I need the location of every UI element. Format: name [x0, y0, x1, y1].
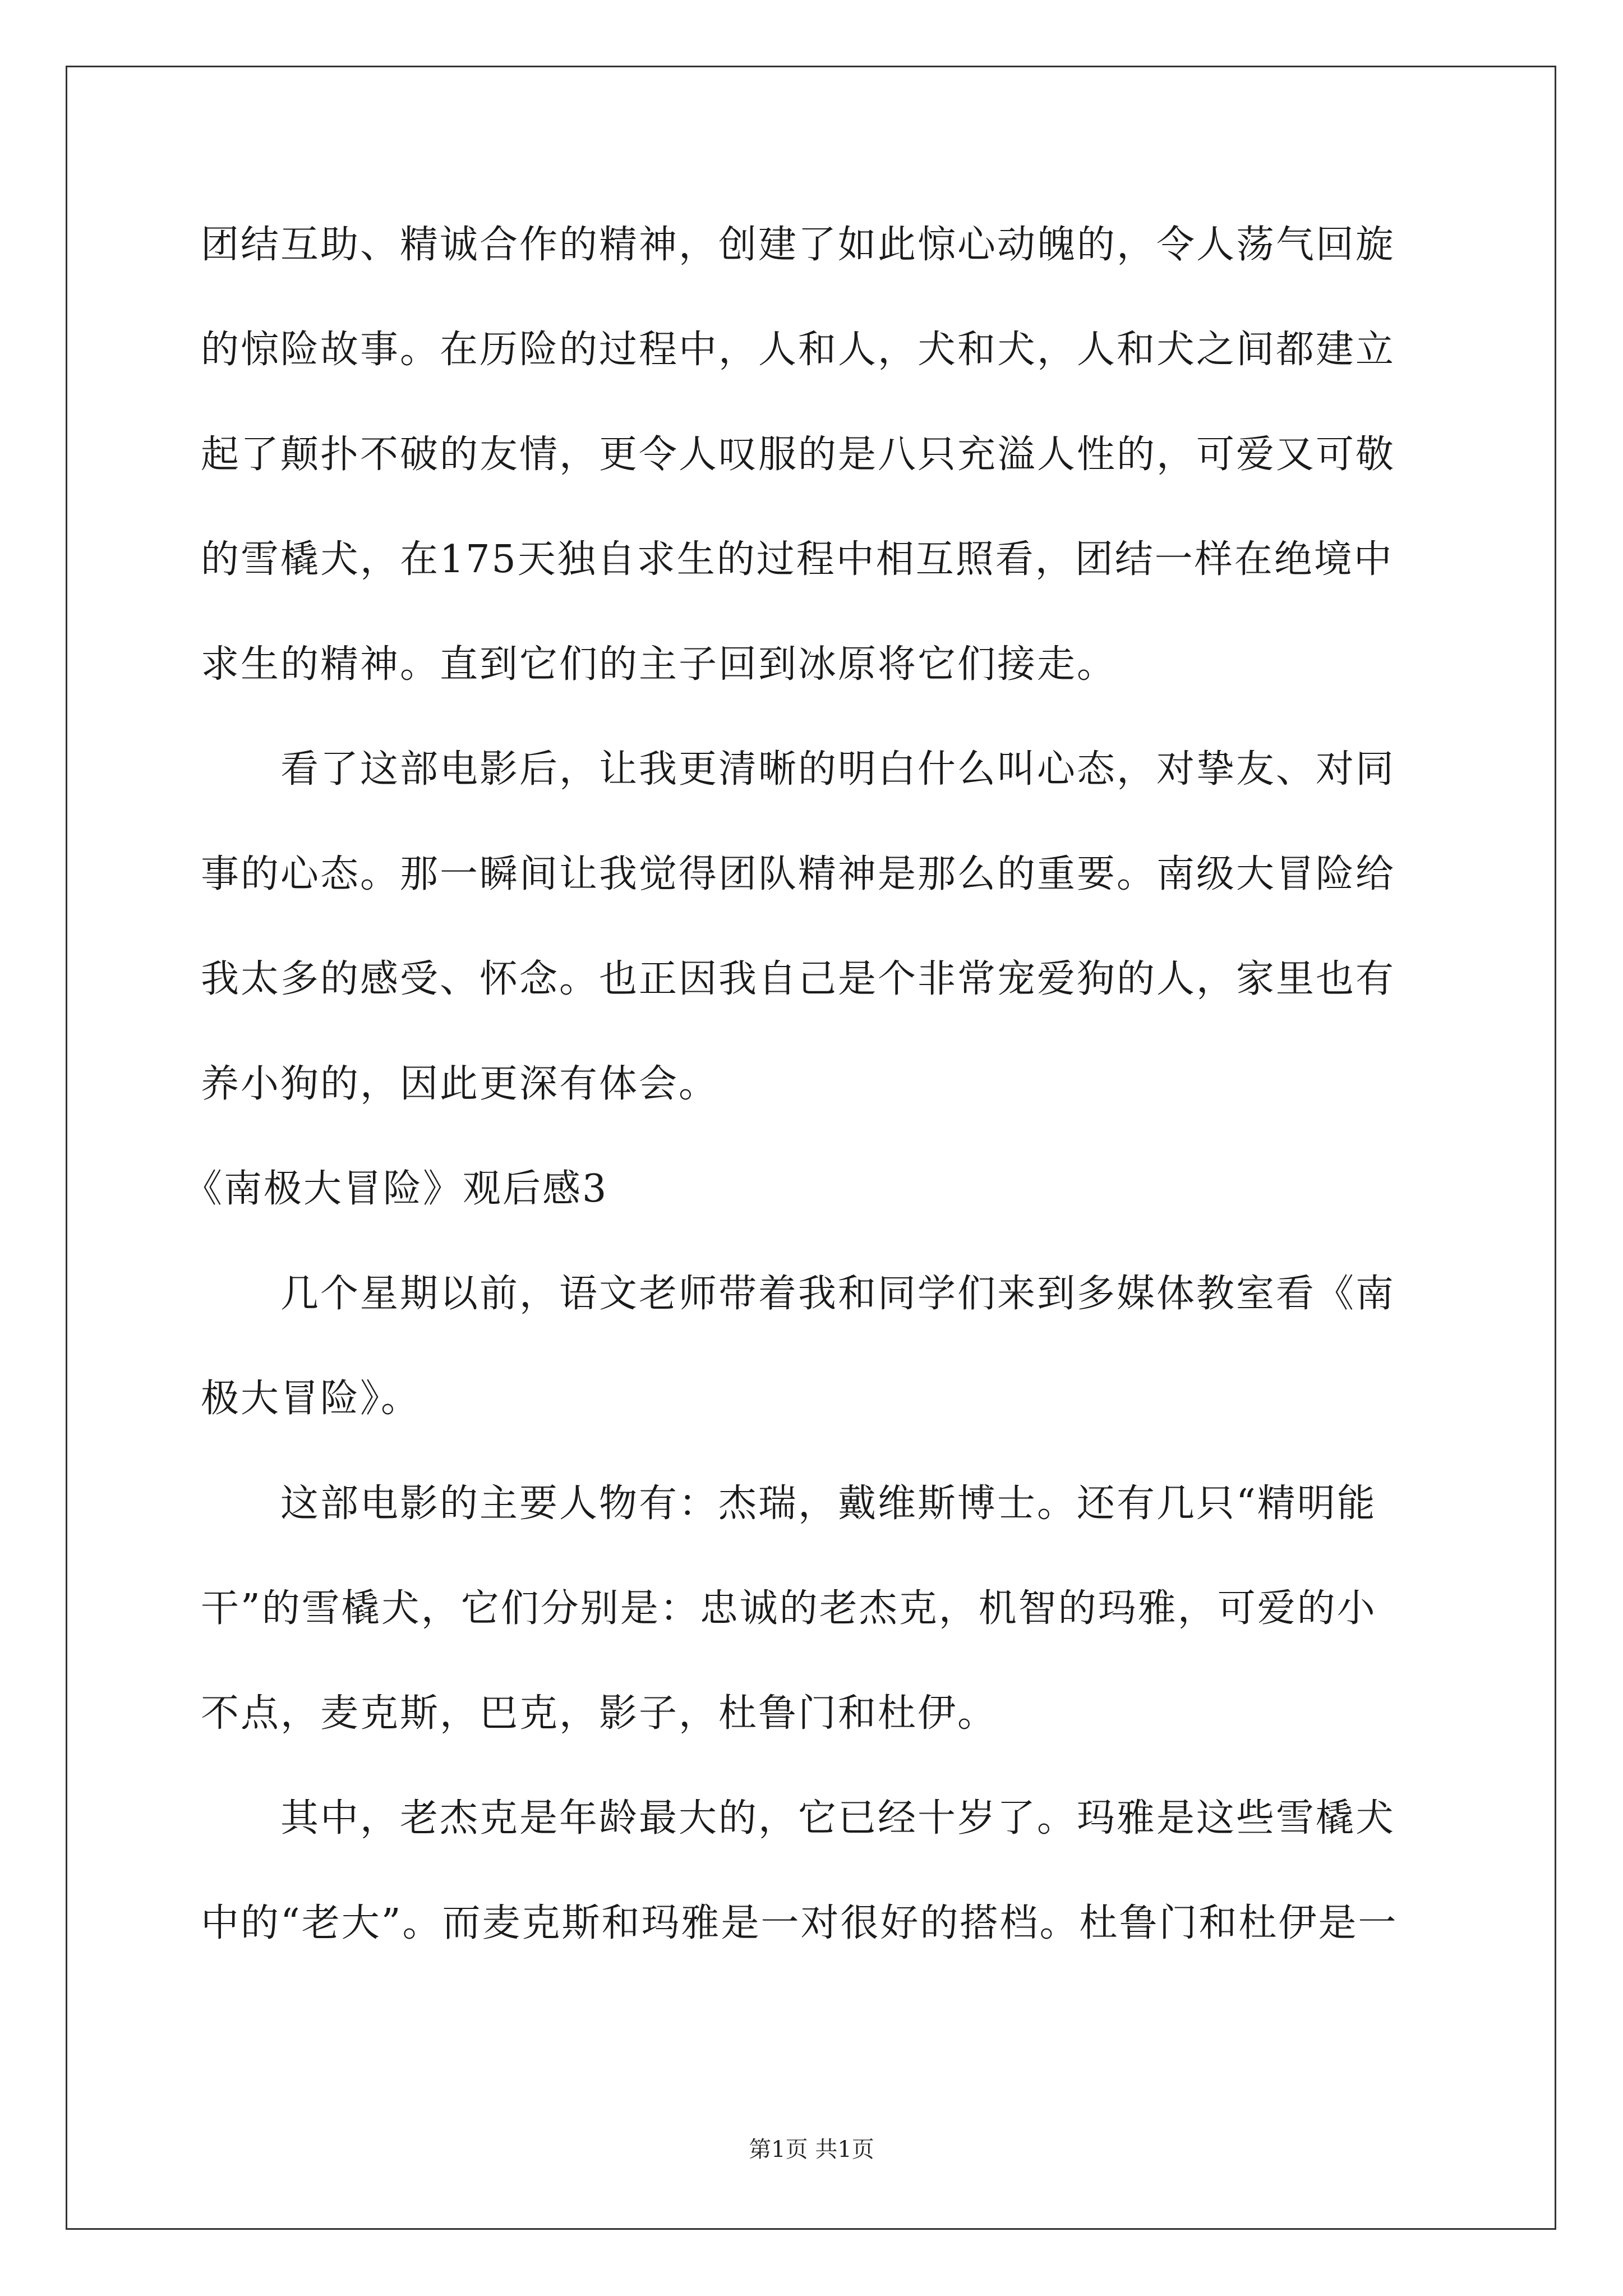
- text-line-8: 我太多的感受、怀念。也正因我自己是个非常宠爱狗的人，家里也有: [201, 957, 1396, 1001]
- paragraph-start-line: 其中，老杰克是年龄最大的，它已经十岁了。玛雅是这些雪橇犬: [280, 1796, 1396, 1841]
- section-heading: 《南极大冒险》观后感3: [184, 1167, 608, 1211]
- paragraph-start-line: 这部电影的主要人物有：杰瑞，戴维斯博士。还有几只“精明能: [280, 1481, 1377, 1526]
- text-line-12: 极大冒险》。: [201, 1377, 421, 1421]
- text-line-5: 求生的精神。直到它们的主子回到冰原将它们接走。: [201, 642, 1117, 687]
- text-line-1: 团结互助、精诚合作的精神，创建了如此惊心动魄的，令人荡气回旋: [201, 223, 1396, 267]
- text-line-7: 事的心态。那一瞬间让我觉得团队精神是那么的重要。南级大冒险给: [201, 852, 1396, 896]
- text-line-3: 起了颠扑不破的友情，更令人叹服的是八只充溢人性的，可爱又可敬: [201, 432, 1396, 477]
- paragraph-start-line: 看了这部电影后，让我更清晰的明白什么叫心态，对挚友、对同: [280, 747, 1396, 792]
- paragraph-start-line: 几个星期以前，语文老师带着我和同学们来到多媒体教室看《南: [280, 1272, 1396, 1316]
- text-line-4: 的雪橇犬，在175天独自求生的过程中相互照看，团结一样在绝境中: [201, 537, 1394, 582]
- text-line-15: 不点，麦克斯，巴克，影子，杜鲁门和杜伊。: [201, 1691, 998, 1736]
- text-line-14: 干”的雪橇犬，它们分别是：忠诚的老杰克，机智的玛雅，可爱的小: [201, 1586, 1377, 1631]
- text-line-9: 养小狗的，因此更深有体会。: [201, 1062, 719, 1106]
- page-footer: 第1页 共1页: [749, 2137, 874, 2162]
- text-line-2: 的惊险故事。在历险的过程中，人和人，犬和犬，人和犬之间都建立: [201, 328, 1396, 372]
- text-line-17: 中的“老大”。而麦克斯和玛雅是一对很好的搭档。杜鲁门和杜伊是一: [201, 1901, 1398, 1945]
